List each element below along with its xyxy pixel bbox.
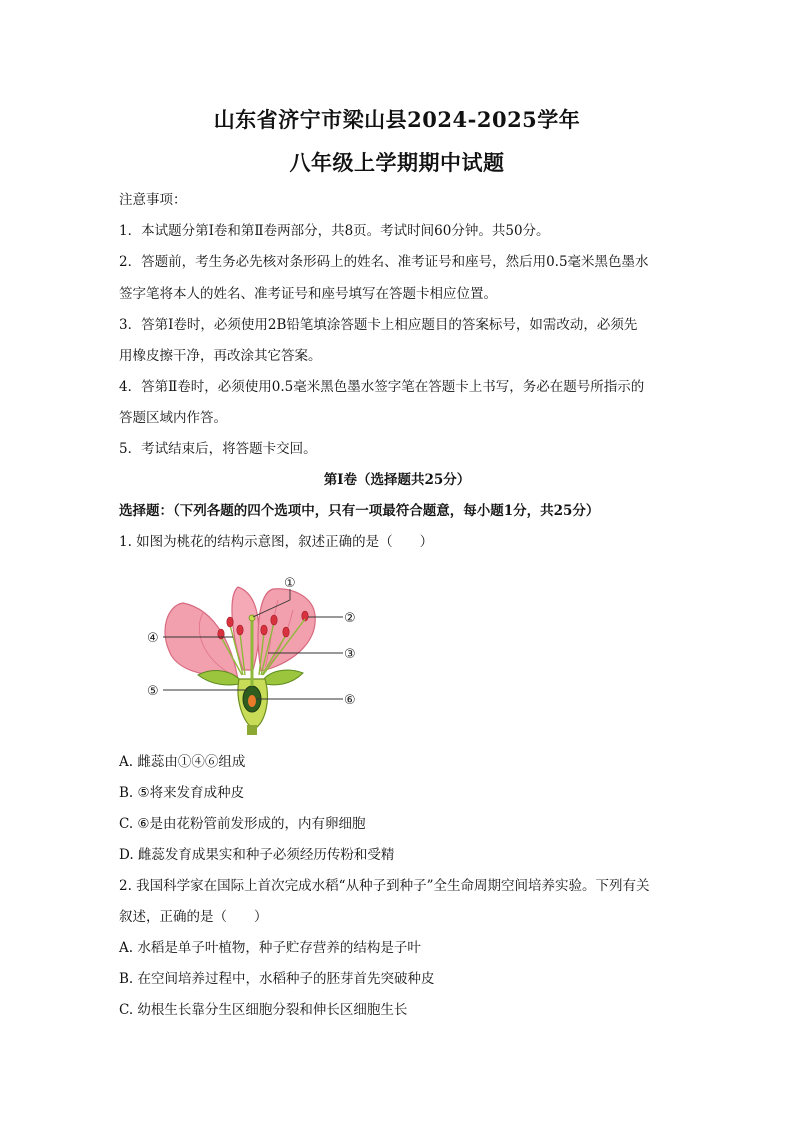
- note-line: 5．考试结束后，将答题卡交回。: [119, 441, 317, 457]
- question-2-stem-line1: 2. 我国科学家在国际上首次完成水稻“从种子到种子”全生命周期空间培养实验。下列有关: [119, 878, 650, 894]
- question-1-option-c: C. ⑥是由花粉管前发形成的，内有卵细胞: [119, 816, 366, 832]
- note-line: 签字笔将本人的姓名、准考证号和座号填写在答题卡相应位置。: [119, 286, 497, 302]
- question-1-option-b: B. ⑤将来发育成种皮: [119, 785, 245, 801]
- note-line: 答题区域内作答。: [119, 410, 227, 426]
- section-instruction: 选择题：（下列各题的四个选项中，只有一项最符合题意，每小题1分，共25分）: [119, 503, 600, 519]
- notes-heading: 注意事项：: [119, 192, 187, 208]
- section-heading: 第Ⅰ卷（选择题共25分）: [323, 472, 471, 488]
- note-line: 用橡皮擦干净，再改涂其它答案。: [119, 348, 322, 364]
- exam-title-line2: 八年级上学期期中试题: [289, 150, 505, 175]
- question-2-option-a: A. 水稻是单子叶植物，种子贮存营养的结构是子叶: [119, 940, 421, 956]
- question-2-stem-line2: 叙述，正确的是（ ）: [119, 909, 268, 925]
- label-4: ④: [147, 631, 159, 646]
- note-line: 1．本试题分第Ⅰ卷和第Ⅱ卷两部分，共8页。考试时间60分钟。共50分。: [119, 223, 550, 239]
- note-line: 2．答题前，考生务必先核对条形码上的姓名、准考证号和座号，然后用0.5毫米黑色墨水: [119, 254, 649, 270]
- question-2-option-b: B. 在空间培养过程中，水稻种子的胚芽首先突破种皮: [119, 971, 435, 987]
- note-line: 4．答第Ⅱ卷时，必须使用0.5毫米黑色墨水签字笔在答题卡上书写，务必在题号所指示的: [119, 379, 645, 395]
- exam-title-line1: 山东省济宁市梁山县2024-2025学年: [213, 107, 581, 132]
- label-1: ①: [284, 576, 296, 591]
- question-1-stem: 1. 如图为桃花的结构示意图，叙述正确的是（ ）: [119, 534, 434, 550]
- question-1-option-d: D. 雌蕊发育成果实和种子必须经历传粉和受精: [119, 847, 395, 863]
- label-2: ②: [344, 611, 356, 626]
- label-5: ⑤: [147, 684, 159, 699]
- question-2-option-c: C. 幼根生长靠分生区细胞分裂和伸长区细胞生长: [119, 1002, 408, 1018]
- note-line: 3．答第Ⅰ卷时，必须使用2B铅笔填涂答题卡上相应题目的答案标号，如需改动，必须先: [119, 317, 638, 333]
- question-1-option-a: A. 雌蕊由①④⑥组成: [119, 754, 246, 770]
- label-6: ⑥: [344, 693, 356, 708]
- peach-flower-diagram: [143, 575, 373, 735]
- label-3: ③: [344, 647, 356, 662]
